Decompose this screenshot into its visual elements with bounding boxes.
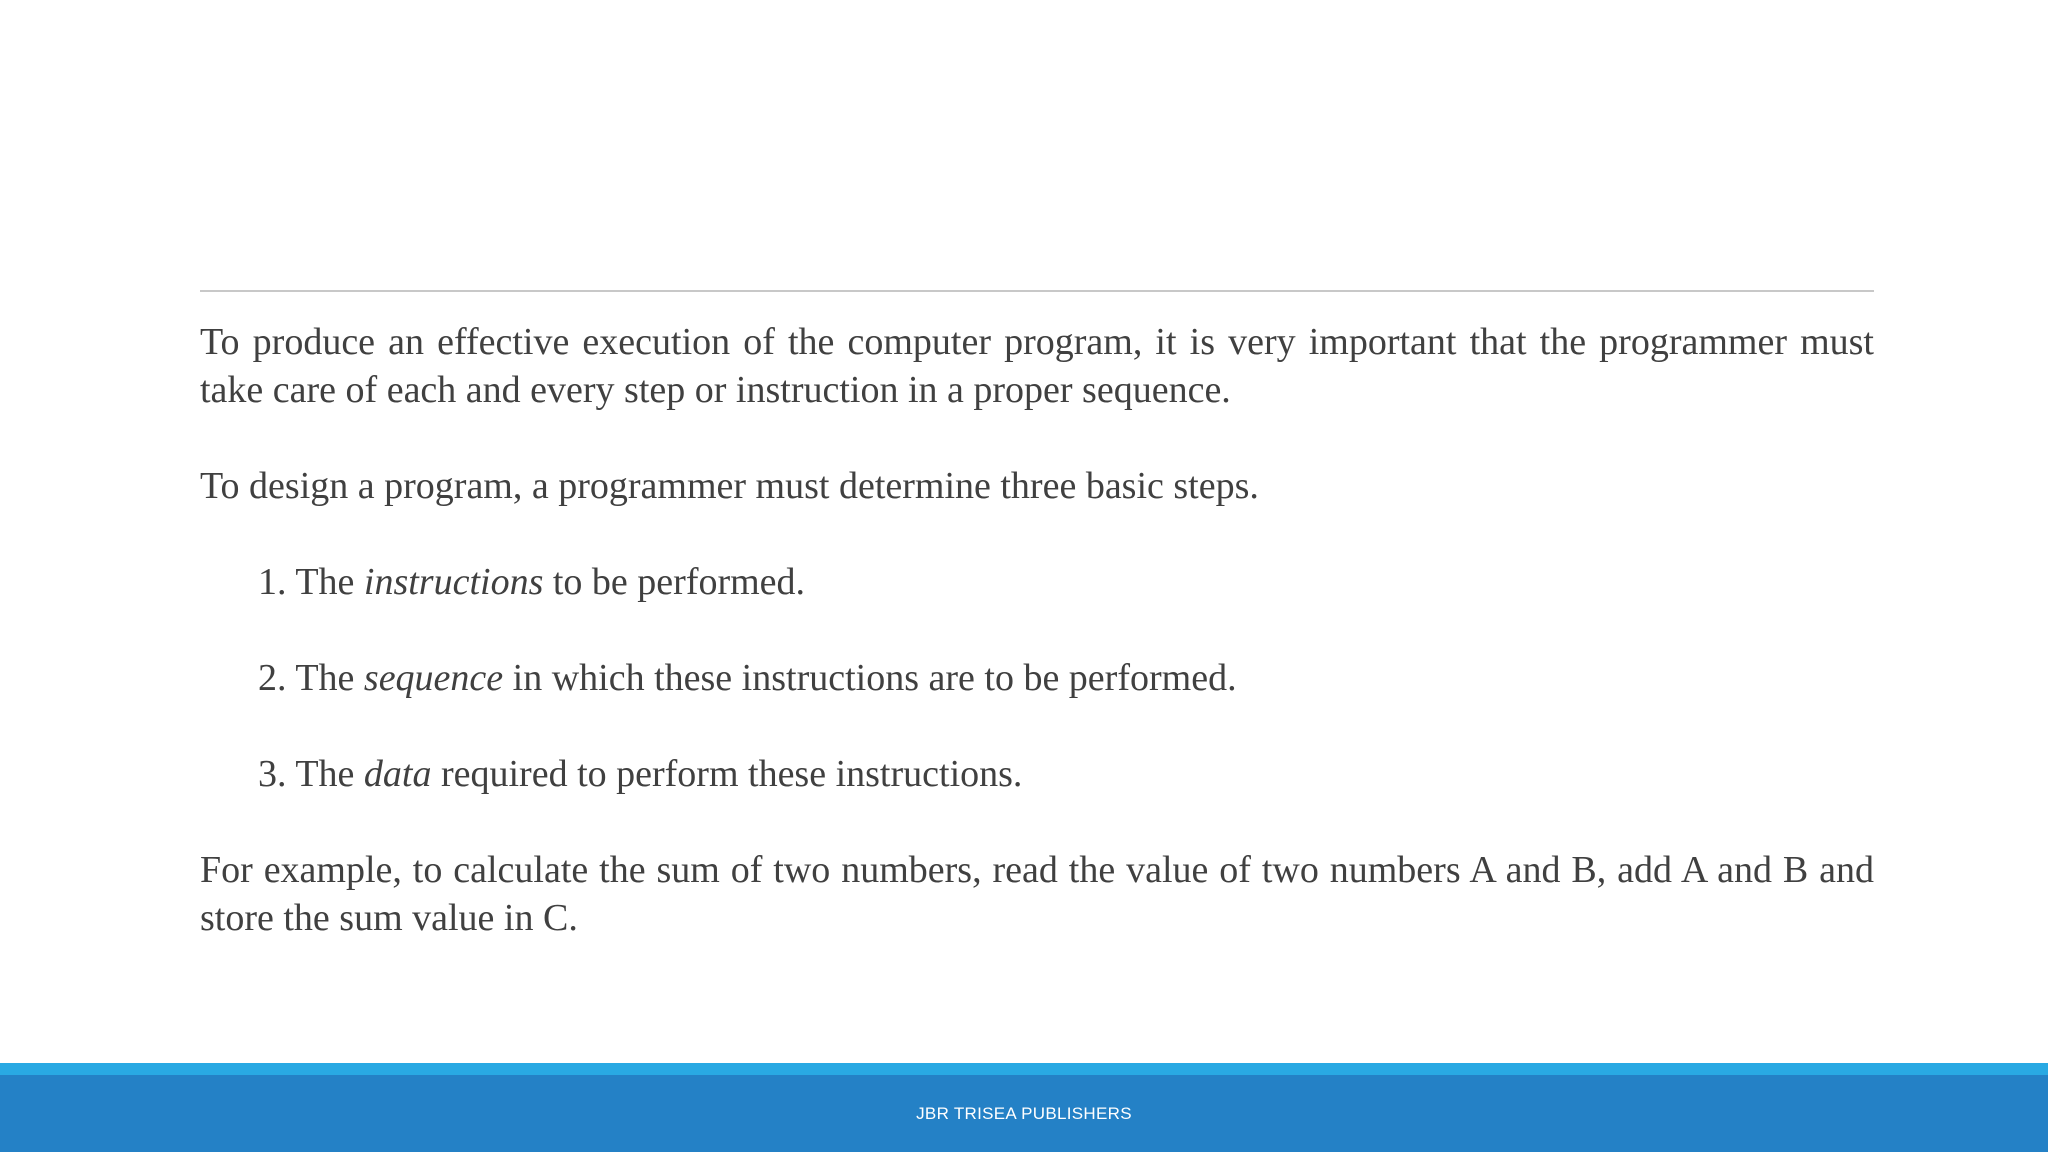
step-suffix: required to perform these instructions. — [431, 753, 1023, 795]
list-item — [258, 654, 1874, 702]
step-emphasis: sequence — [363, 657, 504, 699]
title-divider — [200, 290, 1874, 292]
step-prefix: 2. The — [258, 657, 364, 699]
step-prefix: 1. The — [258, 561, 364, 603]
list-item — [258, 558, 1874, 606]
slide-body — [200, 318, 1874, 942]
publisher-label: JBR TRISEA PUBLISHERS — [916, 1103, 1132, 1123]
footer-accent-strip — [0, 1063, 2048, 1075]
intro-paragraph: To produce an effective execution of the computer program, it is very important that the programmer must take care of each and every step or instruction in a proper sequence. — [200, 321, 1874, 411]
step-suffix: to be performed. — [543, 561, 806, 603]
design-paragraph: To design a program, a programmer must determine three basic steps. — [200, 465, 1259, 507]
step-emphasis: instructions — [363, 561, 544, 603]
step-suffix: in which these instructions are to be performed. — [503, 657, 1237, 699]
steps-list — [200, 558, 1874, 798]
step-emphasis: data — [363, 753, 432, 795]
step-prefix: 3. The — [258, 753, 364, 795]
footer-band — [0, 1075, 2048, 1152]
list-item — [258, 750, 1874, 798]
example-paragraph: For example, to calculate the sum of two numbers, read the value of two numbers A and B, add A and B and store the sum value in C. — [200, 849, 1874, 939]
